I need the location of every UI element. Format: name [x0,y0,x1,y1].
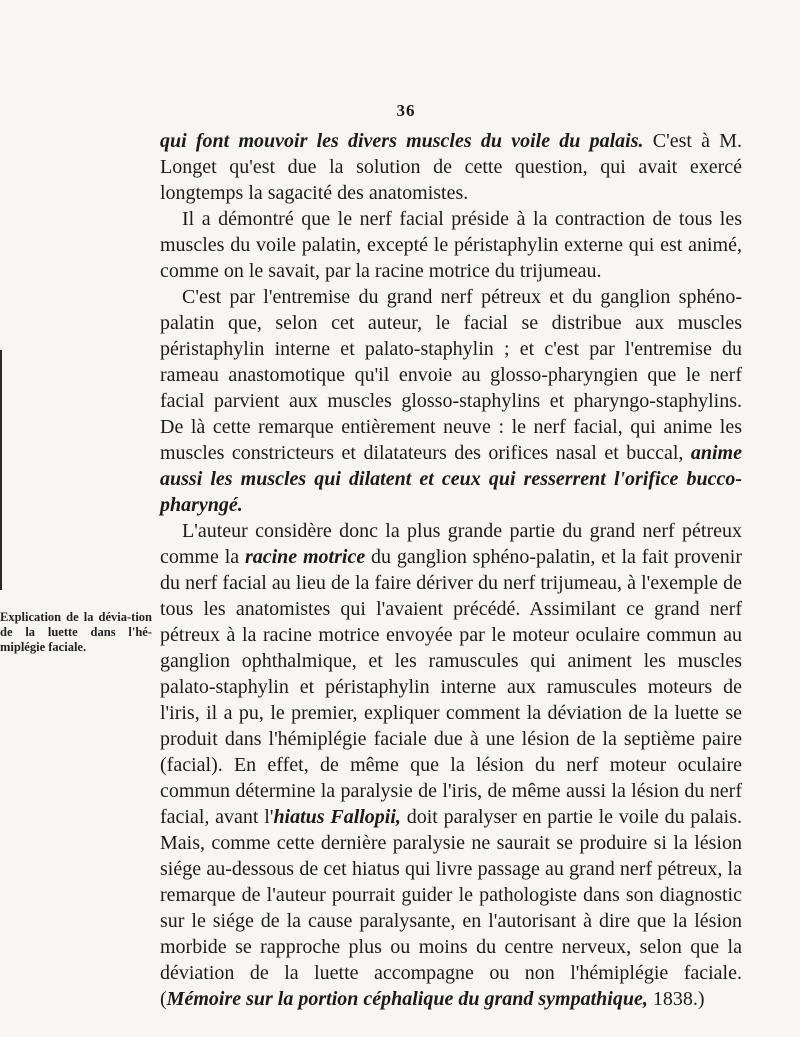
paragraph-2 [160,206,742,284]
paragraph-3 [160,284,742,518]
text-segment: racine motrice [244,546,366,568]
body-text [160,128,742,1012]
text-segment: Il a démontré que le nerf facial préside à la contraction de tous les muscles du voile palatin, excepté le péristaphylin externe qui est animé, comme on le savait, par la racine motrice du trijumeau. [160,208,742,282]
paragraph-4 [160,518,742,1012]
text-segment: Mémoire sur la portion céphalique du grand sympathique, [166,988,648,1010]
text-segment: C'est à M. Longet qu'est due la solution de cette question, qui avait exercé longtemps la sagacité des anatomistes. [160,130,743,204]
text-segment: du ganglion sphéno-palatin, et la fait provenir du nerf facial au lieu de la faire dériver du nerf trijumeau, à l'exemple de tous les anatomistes qui l'avaient précédé. Assimilant ce grand nerf pétreux à la racine motrice envoyée par le moteur oculaire commun au ganglion ophthalmique, et les ramuscules qui animent les muscles palato-staphylin et péristaphylin interne aux ramuscules moteurs de l'iris, il a pu, le premier, expliquer comment la déviation de la luette se produit dans l'hémiplégie faciale due à une lésion de la septième paire (facial). En effet, de même que la lésion du nerf moteur oculaire commun détermine la paralysie de l'iris, de même aussi la lésion du nerf facial, avant l' [160,546,742,828]
page-edge-mark [0,350,2,590]
text-segment: qui font mouvoir les divers muscles du voile du palais. [160,130,644,152]
text-segment: 1838.) [647,988,705,1010]
text-segment: doit paralyser en partie le voile du palais. Mais, comme cette dernière paralysie ne saurait se produire si la lésion siége au-dessous de cet hiatus qui livre passage au grand nerf pétreux, la remarque de l'auteur pourrait guider le pathologiste dans son diagnostic sur le siége de la cause paralysante, en l'autorisant à dire que la lésion morbide se rapproche plus ou moins du centre nerveux, selon que la déviation de la luette accompagne ou non l'hémiplégie faciale. ( [160,806,742,1010]
page-number: 36 [396,101,416,120]
text-segment: anime aussi les muscles qui dilatent et ceux qui resserrent l'orifice bucco-pharyngé. [160,442,742,516]
text-segment: L'auteur considère donc la plus grande partie du grand nerf pétreux comme la [160,520,742,568]
paragraph-1 [160,128,742,206]
text-segment: C'est par l'entremise du grand nerf pétreux et du ganglion sphéno-palatin que, selon cet auteur, le facial se distribue aux muscles péristaphylin interne et palato-staphylin ; et c'est par l'entremise du rameau anastomotique qu'il envoie au glosso-pharyngien que le nerf facial parvient aux muscles glosso-staphylins et pharyngo-staphylins. De là cette remarque entièrement neuve : le nerf facial, qui anime les muscles constricteurs et dilatateurs des orifices nasal et buccal, [160,286,742,464]
text-segment: hiatus Fallopii, [273,806,401,828]
margin-note: Explication de la dévia-tion de la luette dans l'hé-miplégie faciale. [0,610,152,654]
